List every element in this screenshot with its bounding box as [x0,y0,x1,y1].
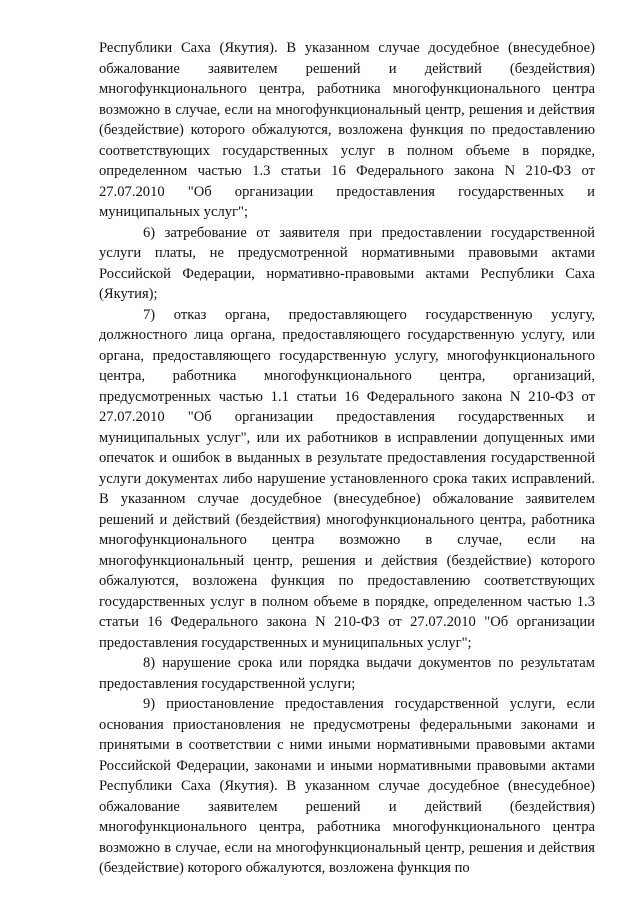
paragraph-item-7: 7) отказ органа, предоставляющего государственную услугу, должностного лица органа, предоставляющего государственную услугу, или органа, предоставляющего государственную услугу, многофункционального центра, работника многофункционального центра, организаций, предусмотренных частью 1.1 статьи 16 Федерального закона N 210-ФЗ от 27.07.2010 "Об организации предоставления государственных и муниципальных услуг", или их работников в исправлении допущенных ими опечаток и ошибок в выданных в результате предоставления государственной услуги документах либо нарушение установленного срока таких исправлений. В указанном случае досудебное (внесудебное) обжалование заявителем решений и действий (бездействия) многофункционального центра, работника многофункционального центра возможно в случае, если на многофункциональный центр, решения и действия (бездействие) которого обжалуются, возложена функция по предоставлению соответствующих государственных услуг в полном объеме в порядке, определенном частью 1.3 статьи 16 Федерального закона N 210-ФЗ от 27.07.2010 "Об организации предоставления государственных и муниципальных услуг"; [99,306,595,651]
paragraph-item-6: 6) затребование от заявителя при предоставлении государственной услуги платы, не предусмотренной нормативными правовыми актами Российской Федерации, нормативно-правовыми актами Республики Саха (Якутия); [99,224,595,302]
paragraph-item-9: 9) приостановление предоставления государственной услуги, если основания приостановления не предусмотрены федеральными законами и принятыми в соответствии с ними иными нормативными правовыми актами Российской Федерации, законами и иными нормативными правовыми актами Республики Саха (Якутия). В указанном случае досудебное (внесудебное) обжалование заявителем решений и действий (бездействия) многофункционального центра, работника многофункционального центра возможно в случае, если на многофункциональный центр, решения и действия (бездействие) которого обжалуются, возложена функция по [99,696,595,876]
document-page [99,38,595,879]
paragraph-continuation: Республики Саха (Якутия). В указанном случае досудебное (внесудебное) обжалование заявителем решений и действий (бездействия) многофункционального центра, работника многофункционального центра возможно в случае, если на многофункциональный центр, решения и действия (бездействие) которого обжалуются, возложена функция по предоставлению соответствующих государственных услуг в полном объеме в порядке, определенном частью 1.3 статьи 16 Федерального закона N 210-ФЗ от 27.07.2010 "Об организации предоставления государственных и муниципальных услуг"; [99,40,595,220]
paragraph-item-8: 8) нарушение срока или порядка выдачи документов по результатам предоставления государственной услуги; [99,655,595,692]
